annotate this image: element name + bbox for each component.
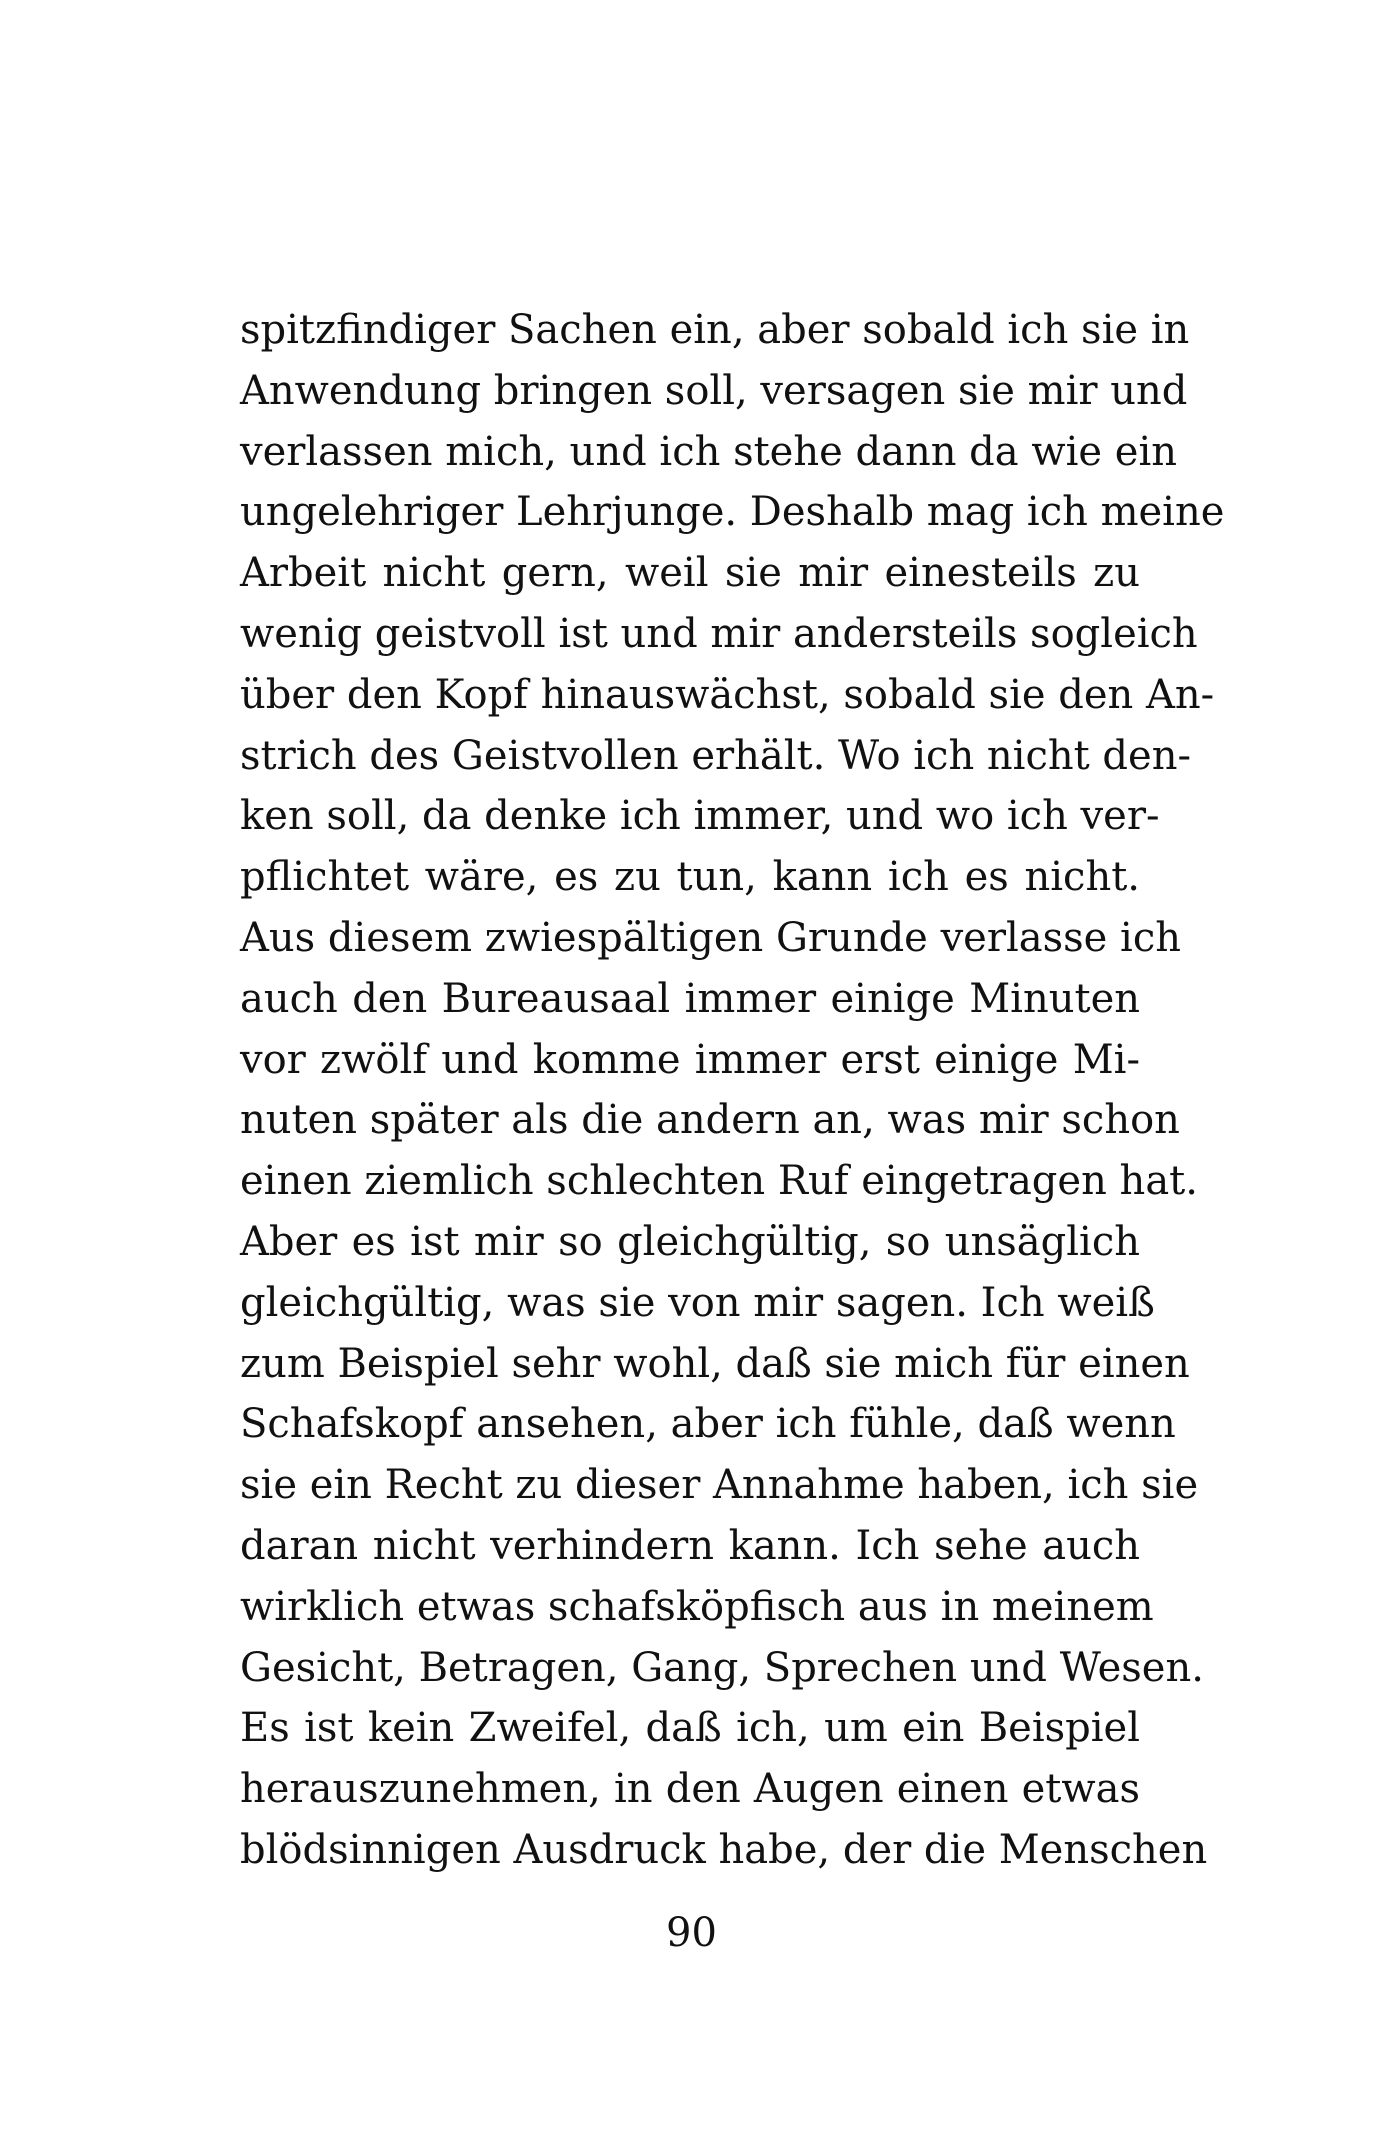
text-line: Aus diesem zwiespältigen Grunde verlasse ich [240, 914, 1181, 961]
text-line: zum Beispiel sehr wohl, daß sie mich für einen [240, 1340, 1190, 1387]
text-line: herauszunehmen, in den Augen einen etwas [240, 1766, 1140, 1813]
text-line: über den Kopf hinauswächst, sobald sie den An- [240, 671, 1215, 718]
text-line: Schafskopf ansehen, aber ich fühle, daß wenn [240, 1401, 1176, 1448]
text-line: verlassen mich, und ich stehe dann da wie ein [240, 428, 1177, 475]
text-line: auch den Bureausaal immer einige Minuten [240, 975, 1140, 1022]
text-line: sie ein Recht zu dieser Annahme haben, ich sie [240, 1462, 1199, 1509]
text-line: vor zwölf und komme immer erst einige Mi- [240, 1036, 1140, 1083]
text-line: gleichgültig, was sie von mir sagen. Ich weiß [240, 1279, 1155, 1326]
text-line: pflichtet wäre, es zu tun, kann ich es nicht. [240, 854, 1140, 901]
text-line: spitzfindiger Sachen ein, aber sobald ich sie in [240, 307, 1190, 353]
page-number: 90 [666, 1910, 717, 1956]
body-text [240, 300, 1225, 1881]
text-line: ken soll, da denke ich immer, und wo ich ver- [240, 793, 1160, 840]
text-line: daran nicht verhindern kann. Ich sehe auch [240, 1522, 1140, 1569]
text-line: einen ziemlich schlechten Ruf eingetragen hat. [240, 1158, 1198, 1205]
text-line: Arbeit nicht gern, weil sie mir einesteils zu [240, 550, 1140, 597]
text-line: wirklich etwas schafsköpfisch aus in meinem [240, 1583, 1154, 1630]
text-line: Gesicht, Betragen, Gang, Sprechen und Wesen. [240, 1644, 1204, 1691]
text-line: blödsinnigen Ausdruck habe, der die Menschen [240, 1826, 1208, 1873]
text-line: Aber es ist mir so gleichgültig, so unsäglich [240, 1218, 1140, 1265]
text-line: wenig geistvoll ist und mir andersteils sogleich [240, 610, 1198, 657]
text-line: strich des Geistvollen erhält. Wo ich nicht den- [240, 732, 1191, 779]
text-line: Anwendung bringen soll, versagen sie mir und [240, 367, 1188, 414]
text-line: Es ist kein Zweifel, daß ich, um ein Beispiel [240, 1705, 1140, 1752]
text-line: nuten später als die andern an, was mir schon [240, 1097, 1180, 1144]
text-line: ungelehriger Lehrjunge. Deshalb mag ich meine [240, 489, 1225, 536]
